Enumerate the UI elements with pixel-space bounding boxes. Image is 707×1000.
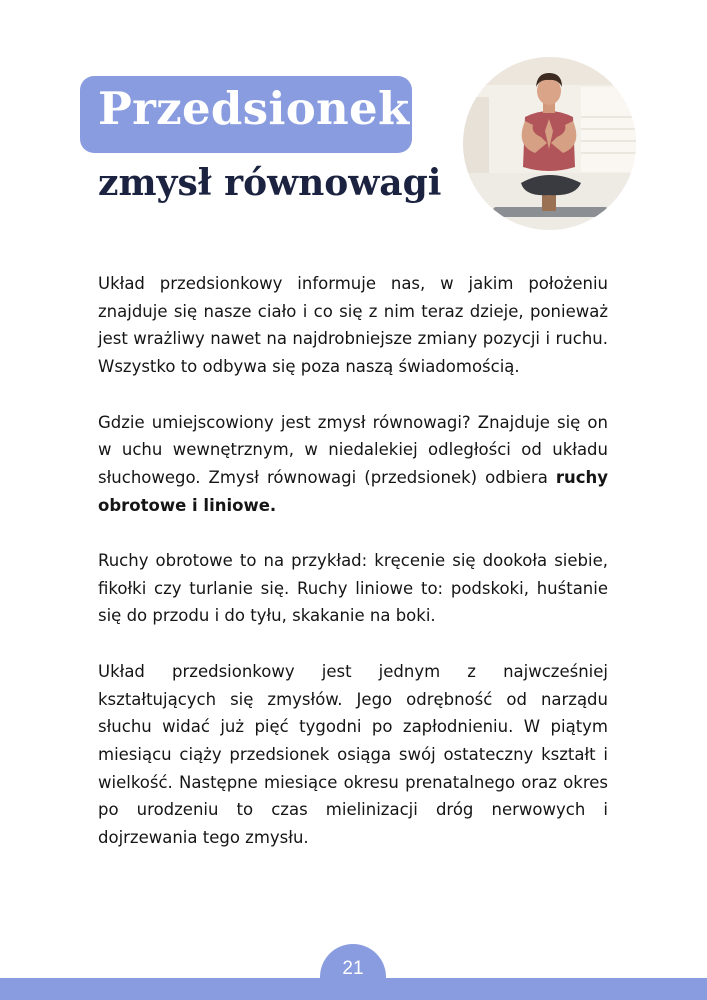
page-subtitle: zmysł równowagi [98,162,442,204]
paragraph-4: Układ przedsionkowy jest jednym z najwcześniej kształtujących się zmysłów. Jego odrębność od narządu słuchu widać już pięć tygodni po zapłodnieniu. W piątym miesiącu ciąży przedsionek osiąga swój ostateczny kształt i wielkość. Następne miesiące okresu prenatalnego oraz okres po urodzeniu to czas mielinizacji dróg nerwowych i dojrzewania tego zmysłu. [98,661,608,848]
page-title: Przedsionek [98,82,410,135]
paragraph-2 [98,409,608,520]
paragraph-2-text: Gdzie umiejscowiony jest zmysł równowagi? Znajduje się on w uchu wewnętrznym, w niedalekiej odległości od układu słuchowego. Zmysł równowagi (przedsionek) odbiera [98,412,608,487]
paragraph-3: Ruchy obrotowe to na przykład: kręcenie się dookoła siebie, fikołki czy turlanie się. Ruchy liniowe to: podskoki, huśtanie się do przodu i do tyłu, skakanie na boki. [98,551,608,626]
body-text [98,270,608,879]
page-number: 21 [342,958,364,979]
paragraph-2-bold: ruchy obrotowe i liniowe. [98,467,608,515]
paragraph-1: Układ przedsionkowy informuje nas, w jakim położeniu znajduje się nasze ciało i co się z nim teraz dzieje, ponieważ jest wrażliwy nawet na najdrobniejsze zmiany pozycji i ruchu. Wszystko to odbywa się poza naszą świadomością. [98,274,608,377]
yoga-photo [463,57,636,230]
